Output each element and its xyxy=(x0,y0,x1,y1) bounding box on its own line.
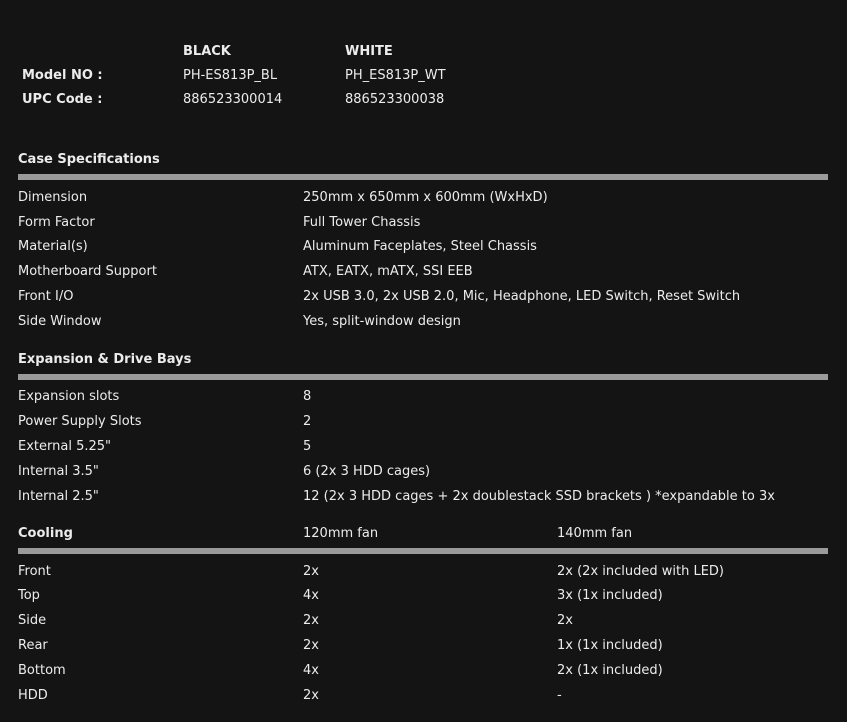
model-number-white: PH_ES813P_WT xyxy=(345,68,446,83)
spec-value: Yes, split-window design xyxy=(303,314,461,329)
cooling-140mm-value: 2x (2x included with LED) xyxy=(557,564,725,579)
section-title-cooling: Cooling xyxy=(18,526,73,541)
column-header-black: BLACK xyxy=(183,44,231,59)
spec-label: External 5.25" xyxy=(18,439,111,454)
spec-value: 5 xyxy=(303,439,312,454)
spec-label: Side Window xyxy=(18,314,102,329)
cooling-120mm-value: 4x xyxy=(303,588,319,603)
spec-value: 8 xyxy=(303,389,312,404)
spec-label: Front I/O xyxy=(18,289,74,304)
cooling-140mm-value: - xyxy=(557,688,562,703)
column-header-white: WHITE xyxy=(345,44,393,59)
spec-label: Internal 3.5" xyxy=(18,464,99,479)
spec-label: Form Factor xyxy=(18,215,95,230)
spec-label: Material(s) xyxy=(18,239,88,254)
cooling-140mm-value: 3x (1x included) xyxy=(557,588,663,603)
cooling-location: Front xyxy=(18,564,51,579)
spec-value: 12 (2x 3 HDD cages + 2x doublestack SSD brackets ) *expandable to 3x xyxy=(303,489,775,504)
cooling-120mm-value: 2x xyxy=(303,613,319,628)
spec-label: Dimension xyxy=(18,190,88,205)
cooling-location: Rear xyxy=(18,638,48,653)
model-number-black: PH-ES813P_BL xyxy=(183,68,278,83)
spec-label: Expansion slots xyxy=(18,389,120,404)
cooling-120mm-value: 2x xyxy=(303,564,319,579)
cooling-140mm-value: 2x (1x included) xyxy=(557,663,663,678)
cooling-120mm-value: 2x xyxy=(303,638,319,653)
section-divider xyxy=(18,548,828,554)
cooling-location: Bottom xyxy=(18,663,66,678)
upc-code-label: UPC Code : xyxy=(22,92,103,107)
spec-value: 2x USB 3.0, 2x USB 2.0, Mic, Headphone, LED Switch, Reset Switch xyxy=(303,289,741,304)
spec-value: ATX, EATX, mATX, SSI EEB xyxy=(303,264,473,279)
spec-value: Aluminum Faceplates, Steel Chassis xyxy=(303,239,537,254)
cooling-header-140mm: 140mm fan xyxy=(557,526,633,541)
section-divider xyxy=(18,174,828,180)
spec-label: Motherboard Support xyxy=(18,264,157,279)
model-number-label: Model NO : xyxy=(22,68,103,83)
upc-code-white: 886523300038 xyxy=(345,92,445,107)
section-divider xyxy=(18,374,828,380)
cooling-120mm-value: 2x xyxy=(303,688,319,703)
spec-value: Full Tower Chassis xyxy=(303,215,421,230)
cooling-header-120mm: 120mm fan xyxy=(303,526,379,541)
spec-value: 6 (2x 3 HDD cages) xyxy=(303,464,431,479)
cooling-location: Top xyxy=(18,588,40,603)
upc-code-black: 886523300014 xyxy=(183,92,283,107)
cooling-location: Side xyxy=(18,613,47,628)
cooling-120mm-value: 4x xyxy=(303,663,319,678)
spec-value: 2 xyxy=(303,414,312,429)
section-title-expansion-drive-bays: Expansion & Drive Bays xyxy=(18,352,192,367)
cooling-location: HDD xyxy=(18,688,48,703)
spec-value: 250mm x 650mm x 600mm (WxHxD) xyxy=(303,190,548,205)
section-title-case-specifications: Case Specifications xyxy=(18,152,160,167)
cooling-140mm-value: 1x (1x included) xyxy=(557,638,663,653)
spec-label: Power Supply Slots xyxy=(18,414,142,429)
spec-label: Internal 2.5" xyxy=(18,489,99,504)
cooling-140mm-value: 2x xyxy=(557,613,573,628)
